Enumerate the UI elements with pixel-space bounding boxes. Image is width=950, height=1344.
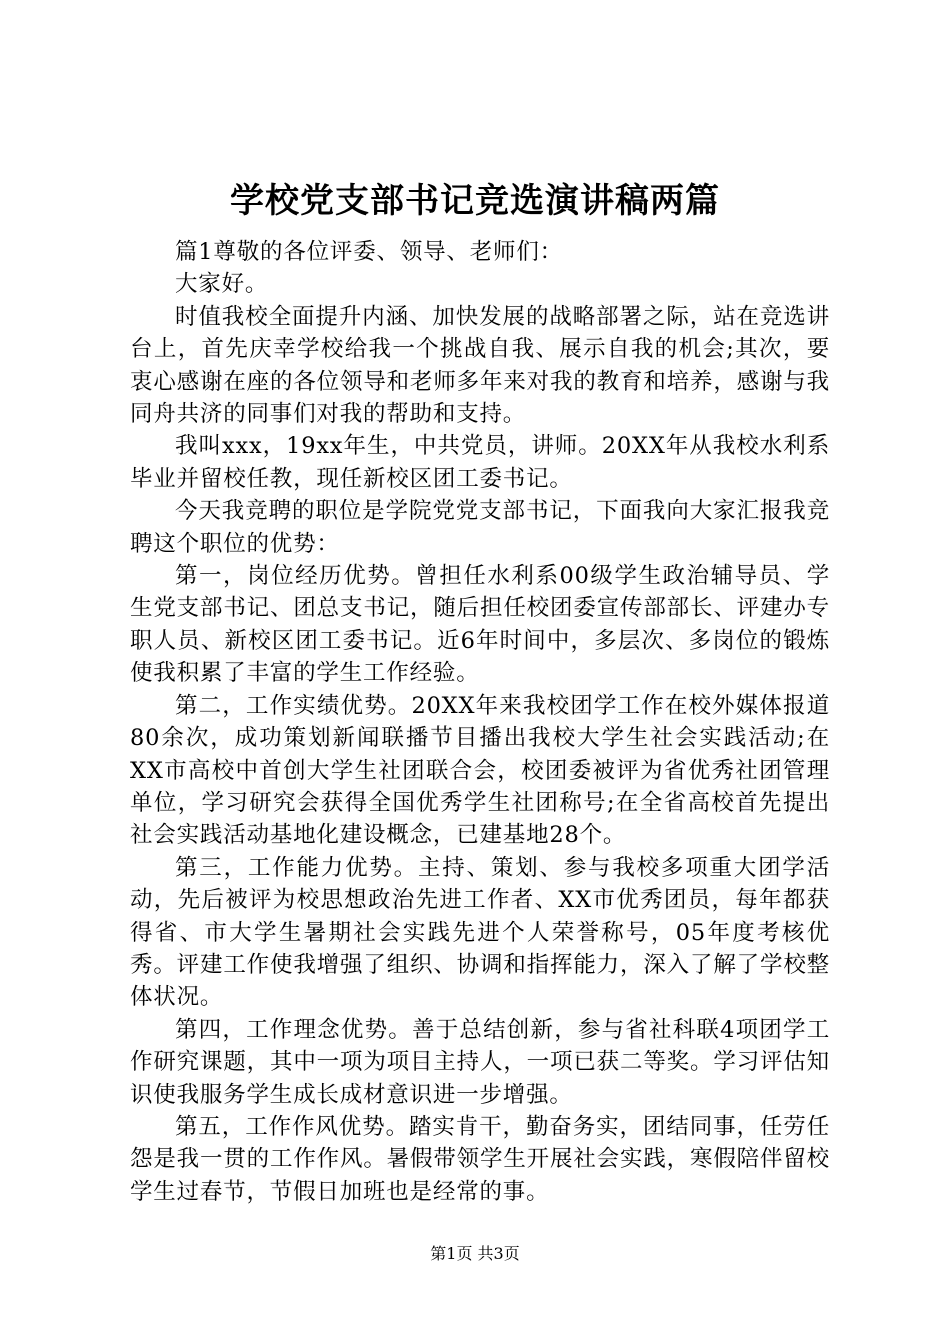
document-body	[130, 236, 830, 1208]
paragraph-position: 今天我竞聘的职位是学院党党支部书记，下面我向大家汇报我竞聘这个职位的优势：	[130, 498, 830, 557]
paragraph-intro: 时值我校全面提升内涵、加快发展的战略部署之际，站在竞选讲台上，首先庆幸学校给我一个挑战自我、展示自我的机会;其次，要衷心感谢在座的各位领导和老师多年来对我的教育和培养，感谢与我同舟共济的同事们对我的帮助和支持。	[130, 303, 830, 428]
paragraph-advantage-2: 第二，工作实绩优势。20XX年来我校团学工作在校外媒体报道80余次，成功策划新闻联播节目播出我校大学生社会实践活动;在XX市高校中首创大学生社团联合会，校团委被评为省优秀社团管理单位，学习研究会获得全国优秀学生社团称号;在全省高校首先提出社会实践活动基地化建设概念，已建基地28个。	[130, 692, 830, 849]
page-number-footer: 第1页 共3页	[430, 1244, 520, 1263]
paragraph-advantage-4: 第四，工作理念优势。善于总结创新，参与省社科联4项团学工作研究课题，其中一项为项目主持人，一项已获二等奖。学习评估知识使我服务学生成长成材意识进一步增强。	[130, 1016, 830, 1108]
paragraph-self-introduction: 我叫xxx，19xx年生，中共党员，讲师。20XX年从我校水利系毕业并留校任教，现任新校区团工委书记。	[130, 433, 830, 492]
document-title: 学校党支部书记竞选演讲稿两篇	[230, 181, 720, 221]
paragraph-advantage-3: 第三，工作能力优势。主持、策划、参与我校多项重大团学活动，先后被评为校思想政治先进工作者、XX市优秀团员，每年都获得省、市大学生暑期社会实践先进个人荣誉称号，05年度考核优秀。评建工作使我增强了组织、协调和指挥能力，深入了解了学校整体状况。	[130, 854, 830, 1011]
paragraph-advantage-5: 第五，工作作风优势。踏实肯干，勤奋务实，团结同事，任劳任怨是我一贯的工作作风。暑假带领学生开展社会实践，寒假陪伴留校学生过春节，节假日加班也是经常的事。	[130, 1113, 830, 1205]
paragraph-greeting: 大家好。	[175, 271, 269, 298]
paragraph-advantage-1: 第一，岗位经历优势。曾担任水利系00级学生政治辅导员、学生党支部书记、团总支书记，随后担任校团委宣传部部长、评建办专职人员、新校区团工委书记。近6年时间中，多层次、多岗位的锻炼使我积累了丰富的学生工作经验。	[130, 563, 830, 687]
paragraph-salutation: 篇1尊敬的各位评委、领导、老师们：	[175, 239, 563, 265]
